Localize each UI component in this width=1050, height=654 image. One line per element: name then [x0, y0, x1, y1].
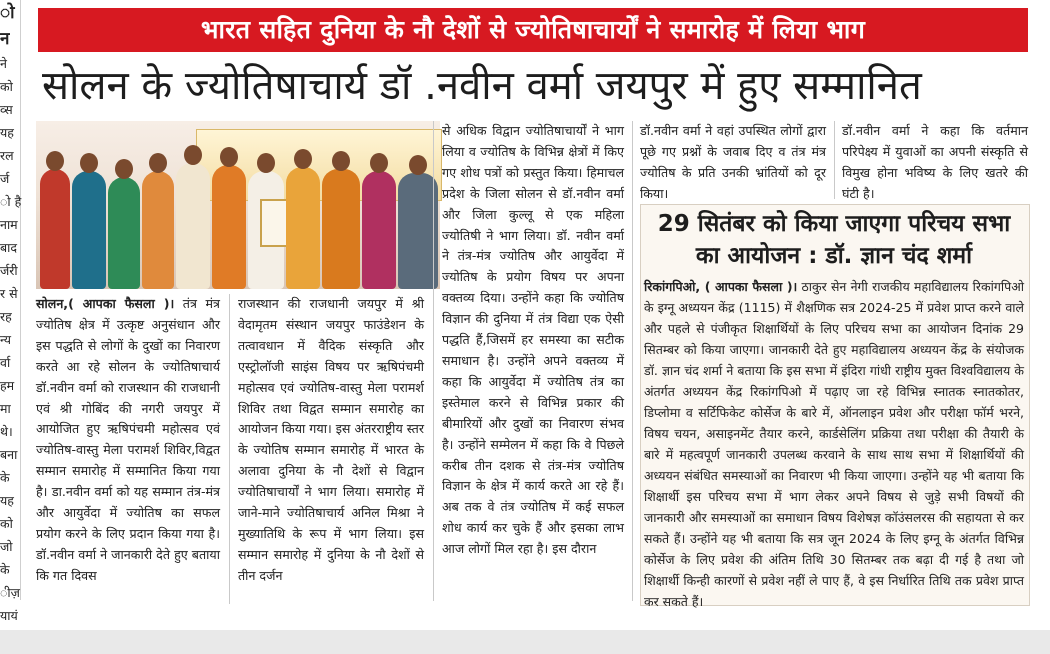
strip-fragment: को [0, 79, 13, 94]
person-figure [286, 167, 320, 289]
strip-fragment: हम [0, 378, 15, 393]
top-bleed-text [30, 0, 1040, 6]
box-text: ठाकुर सेन नेगी राजकीय महाविद्यालय रिकांगपिओ के इग्नू अध्ययन केंद्र (1115) में शैक्षणिक सत्र 2024-25 में प्रवेश प्राप्त करने वाले और पहले से पंजीकृत शिक्षार्थियों के लिए परिचय सभा का आयोजन दिनांक 29 सितम्बर को किया जाएगा। जानकारी देते हुए महाविद्यालय अध्ययन केंद्र के संयोजक डॉ. ज्ञान चंद शर्मा ने बताया कि इस सभा में इंदिरा गांधी राष्ट्रीय मुक्त विश्वविद्यालय के अंतर्गत अध्ययन केंद्र रिकांगपिओ में पढ़ाए जा रहे विभिन्न स्नातक स्नातकोतर, डिप्लोमा व सर्टिफिकेट कोर्सेज के बारे में, ऑनलाइन प्रवेश और परीक्षा फॉर्म भरने, विषय चयन, असाइनमेंट तैयार करने, कार्डसेलिंग प्रक्रिया तथा परीक्षा की तैयारी के बारे में महत्वपूर्ण जानकारी उपलब्ध करवाने के साथ साथ सभा में शिक्षार्थियों की अध्ययन संबंधित समस्याओं का निवारण भी किया जाएगा। उन्होंने यह भी बताया कि शिक्षार्थी इस परिचय सभा में भाग लेकर अपने विषय से जुड़े सभी विषयों की जानकारी और समस्याओं का समाधान विषय विशेषज्ञ कॉउंसलरस की सहायता से कर सकते हैं। उन्होंने यह भी बताया कि सत्र जून 2024 के लिए इग्नू के अंतर्गत विभिन्न कोर्सेज के लिए प्रवेश की अंतिम तिथि 30 सितम्बर तक बढ़ा दी गई है तथा जो शिक्षार्थी किन्ही कारणों से प्रवेश नहीं ले पाए हैं, वे इस निर्धारित तिथि तक प्रवेश प्राप्त कर सकते हैं। [644, 279, 1025, 609]
article-column-4: डॉ.नवीन वर्मा ने वहां उपस्थित लोगों द्वारा पूछे गए प्रश्नों के जवाब दिए व तंत्र मंत्र ज्योतिष के प्रति उनकी भ्रांतियों को दूर किया। [640, 123, 826, 201]
person-head [294, 149, 312, 169]
kicker-banner: भारत सहित दुनिया के नौ देशों से ज्योतिषाचार्यों ने समारोह में लिया भाग [38, 8, 1028, 52]
person-figure [40, 169, 70, 289]
news-photo [36, 121, 440, 289]
dateline: सोलन,( आपका फैसला )। [36, 296, 175, 311]
strip-fragment: यह [0, 493, 14, 508]
strip-fragment: र से [0, 286, 18, 301]
article-column-5: डॉ.नवीन वर्मा ने कहा कि वर्तमान परिपेक्ष्य में युवाओं का अपनी संस्कृति से विमुख होना भविष्य के लिए खतरे की घंटी है। [842, 123, 1028, 201]
strip-fragment: नाम [0, 217, 18, 232]
strip-fragment: मा [0, 401, 11, 416]
person-figure [72, 171, 106, 289]
strip-fragment: ो है [0, 194, 22, 209]
article-text: तंत्र मंत्र ज्योतिष क्षेत्र में उत्कृष्ट अनुसंधान और इस पद्धति से लोगों के दुखों का निवारण करते आ रहे सोलन के ज्योतिषाचार्य डॉ.नवीन वर्मा को राजस्थान की राजधानी एवं श्री गोबिंद की नगरी जयपुर में आयोजित हुए ऋषिपंचमी महोत्सव एवं ज्योतिष-वास्तु मेला परामर्श शिविर,विद्वत सम्मान समारोह में सम्मानित किया गया है। डा.नवीन वर्मा को यह सम्मान तंत्र-मंत्र और आयुर्वेदा में ज्योतिष का सफल प्रयोग करने के लिए प्रदान किया गया है। डॉ.नवीन वर्मा ने जानकारी देते हुए बताया कि गत दिवस [36, 296, 220, 583]
person-head [409, 155, 427, 175]
person-figure [362, 171, 396, 289]
headline: सोलन के ज्योतिषाचार्य डॉ .नवीन वर्मा जयपुर में हुए सम्मानित [42, 63, 922, 109]
strip-fragment: जो [0, 539, 13, 554]
strip-fragment: न [0, 29, 10, 49]
column-divider [433, 121, 434, 601]
person-head [257, 153, 275, 173]
article-column-2: राजस्थान की राजधानी जयपुर में श्री वेदामृतम संस्थान जयपुर फाउंडेशन के तत्वावधान में वैदिक संस्कृति और एस्ट्रोलॉजी साइंस विषय पर ऋषिपंचमी महोत्सव एवं ज्योतिष-वास्तु मेला परामर्श शिविर तथा विद्वत सम्मान समारोह का आयोजन किया गया। इस अंतरराष्ट्रीय स्तर के ज्योतिष सम्मान समारोह में भारत के अलावा दुनिया के नौ देशों से विद्वान ज्योतिषाचार्यों ने भाग लिया। समारोह में जाने-माने ज्योतिषाचार्य अनिल मिश्रा ने मुख्यातिथि के रूप में भाग लिया। इस सम्मान समारोह में दुनिया के नौ देशों से तीन दर्जन [238, 296, 424, 583]
column-divider [632, 121, 633, 601]
person-head [370, 153, 388, 173]
strip-fragment: रह [0, 309, 12, 324]
person-head [332, 151, 350, 171]
person-head [80, 153, 98, 173]
strip-fragment: रल [0, 148, 14, 163]
column-divider [834, 121, 835, 199]
strip-fragment: थे। [0, 424, 13, 439]
strip-fragment: ीज़ [0, 585, 20, 600]
strip-fragment: के [0, 470, 10, 485]
strip-fragment: ो [0, 3, 15, 23]
strip-fragment: बना [0, 447, 18, 462]
strip-fragment: ने [0, 56, 7, 71]
adjacent-column-strip [0, 0, 22, 623]
person-head [184, 145, 202, 165]
person-figure [142, 171, 174, 289]
person-figure [108, 177, 140, 289]
strip-fragment: यह [0, 125, 14, 140]
strip-fragment: र्ज [0, 171, 10, 186]
strip-fragment: व्स [0, 102, 13, 117]
article-column-3: से अधिक विद्वान ज्योतिषाचार्यों ने भाग लिया व ज्योतिष के विभिन्न क्षेत्रों में किए गए शोध पत्रों को प्रस्तुत किया। हिमाचल प्रदेश के जिला सोलन से डॉ.नवीन वर्मा और जिला कुल्लू से एक महिला ज्योतिषी ने भाग लिया। डॉ. नवीन वर्मा ने तंत्र-मंत्र ज्योतिष और आयुर्वेदा में ज्योतिष के प्रयोग विषय पर अपना वक्तव्य दिया। उन्होंने कहा कि ज्योतिष विज्ञान की दुनिया में तंत्र विद्या एक ऐसी पद्धति हैं,जिसमें हर समस्या का सटीक समाधान है। उन्होंने अपने वक्तव्य में कहा कि आयुर्वेदा में ज्योतिष तंत्र का इस्तेमाल करने से विभिन्न प्रकार की बीमारियों और दुखों का निवारण संभव है। उन्होंने सम्मेलन में कहा कि वे पिछले करीब तीन दशक से तंत्र-मंत्र ज्योतिष विज्ञान के क्षेत्र में कार्य करते आ रहे हैं। अब तक वे तंत्र ज्योतिष में कई सफल शोध कार्य कर चुके हैं और इसका लाभ आज लोगों मिल रहा है। इस दौरान [442, 123, 624, 557]
page-bottom-margin [0, 630, 1050, 654]
strip-fragment: न्य [0, 332, 11, 347]
person-head [220, 147, 238, 167]
strip-fragment: र्वा [0, 355, 11, 370]
person-head [149, 153, 167, 173]
box-dateline: रिकांगपिओ, ( आपका फैसला )। [644, 279, 798, 294]
strip-fragment: के [0, 562, 10, 577]
column-divider [229, 294, 230, 604]
box-body [644, 276, 1024, 612]
person-figure [398, 173, 438, 289]
strip-fragment: र्जरी [0, 263, 18, 278]
strip-fragment: यायं [0, 608, 18, 623]
box-headline: 29 सितंबर को किया जाएगा परिचय सभा का आयोजन : डॉ. ज्ञान चंद शर्मा [657, 211, 1011, 269]
strip-fragment: बाद [0, 240, 18, 255]
person-figure [176, 163, 210, 289]
person-head [115, 159, 133, 179]
person-figure [212, 165, 246, 289]
article-column-1 [36, 294, 220, 587]
person-head [46, 151, 64, 171]
strip-fragment: को [0, 516, 13, 531]
person-figure [322, 169, 360, 289]
